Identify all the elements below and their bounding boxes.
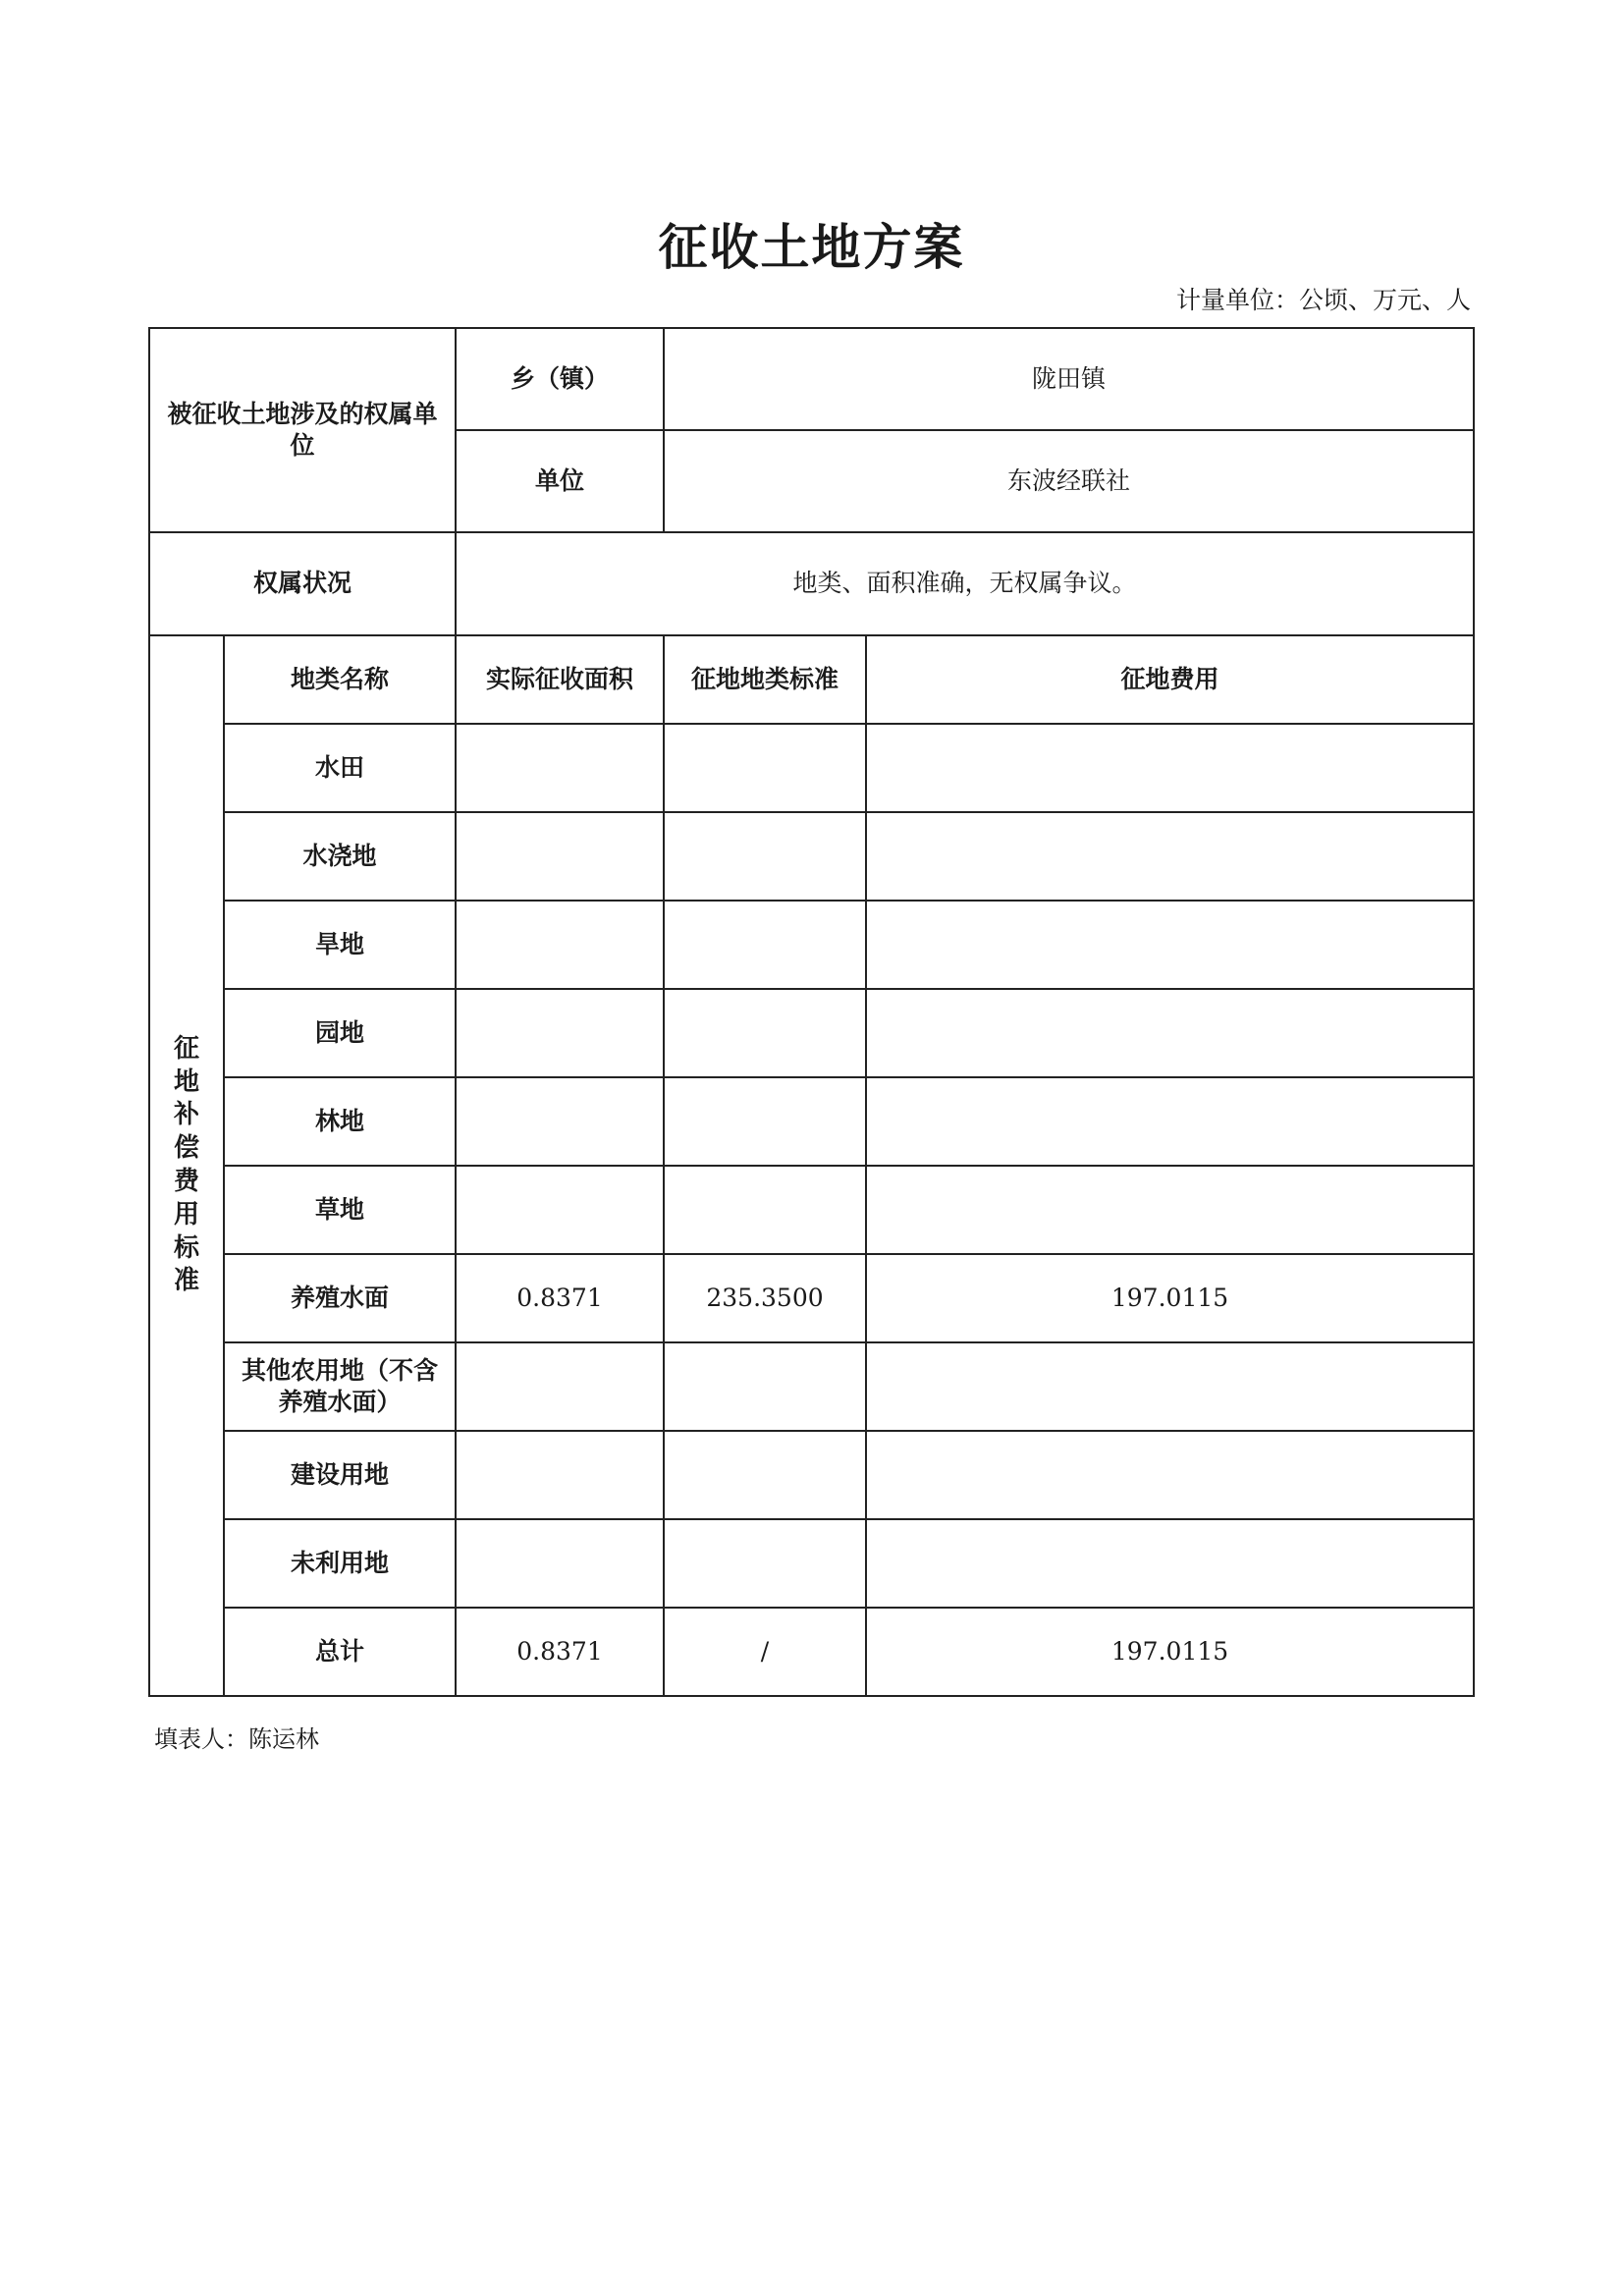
land-type-name: 未利用地 bbox=[224, 1519, 456, 1608]
table-row bbox=[149, 1077, 1474, 1166]
fee bbox=[866, 989, 1474, 1077]
header-fee: 征地费用 bbox=[866, 635, 1474, 724]
fee bbox=[866, 1519, 1474, 1608]
table-row-total bbox=[149, 1608, 1474, 1696]
side-char: 标 bbox=[173, 1232, 199, 1263]
actual-area bbox=[456, 812, 664, 901]
actual-area bbox=[456, 1431, 664, 1519]
fee bbox=[866, 901, 1474, 989]
land-type-name: 水浇地 bbox=[224, 812, 456, 901]
standard bbox=[664, 724, 866, 812]
land-type-name: 草地 bbox=[224, 1166, 456, 1254]
standard: 235.3500 bbox=[664, 1254, 866, 1342]
land-type-name: 总计 bbox=[224, 1608, 456, 1696]
side-char: 用 bbox=[173, 1199, 199, 1230]
land-type-name: 旱地 bbox=[224, 901, 456, 989]
header-land-type: 地类名称 bbox=[224, 635, 456, 724]
land-acquisition-table bbox=[148, 327, 1475, 1697]
actual-area bbox=[456, 1166, 664, 1254]
status-label: 权属状况 bbox=[149, 532, 456, 635]
page-title: 征收土地方案 bbox=[658, 219, 965, 276]
standard bbox=[664, 1431, 866, 1519]
actual-area bbox=[456, 724, 664, 812]
table-row bbox=[149, 1254, 1474, 1342]
unit-note: 计量单位：公顷、万元、人 bbox=[1175, 286, 1471, 314]
ownership-label: 被征收土地涉及的权属单位 bbox=[149, 328, 456, 532]
actual-area bbox=[456, 1077, 664, 1166]
compensation-side-label bbox=[149, 635, 224, 1696]
filler-line bbox=[154, 1720, 319, 1754]
filler-name: 陈运林 bbox=[248, 1725, 319, 1753]
side-char: 征 bbox=[173, 1033, 199, 1064]
town-label: 乡（镇） bbox=[456, 328, 664, 430]
fee bbox=[866, 812, 1474, 901]
land-type-name: 建设用地 bbox=[224, 1431, 456, 1519]
table-row bbox=[149, 1166, 1474, 1254]
standard bbox=[664, 1342, 866, 1431]
unit-value: 东波经联社 bbox=[664, 430, 1474, 532]
side-char: 地 bbox=[173, 1066, 199, 1097]
standard bbox=[664, 1519, 866, 1608]
table-row bbox=[149, 1519, 1474, 1608]
land-type-name: 园地 bbox=[224, 989, 456, 1077]
land-type-name: 其他农用地（不含养殖水面） bbox=[224, 1342, 456, 1431]
actual-area: 0.8371 bbox=[456, 1254, 664, 1342]
side-char: 费 bbox=[173, 1167, 199, 1196]
standard bbox=[664, 1166, 866, 1254]
standard bbox=[664, 812, 866, 901]
actual-area bbox=[456, 989, 664, 1077]
fee bbox=[866, 1431, 1474, 1519]
fee: 197.0115 bbox=[866, 1608, 1474, 1696]
table-row bbox=[149, 1431, 1474, 1519]
actual-area bbox=[456, 1342, 664, 1431]
fee bbox=[866, 1166, 1474, 1254]
table-row bbox=[149, 901, 1474, 989]
filler-label: 填表人： bbox=[154, 1725, 248, 1753]
side-char: 偿 bbox=[173, 1133, 199, 1164]
fee bbox=[866, 1342, 1474, 1431]
table-row bbox=[149, 724, 1474, 812]
table-row bbox=[149, 1342, 1474, 1431]
standard bbox=[664, 901, 866, 989]
status-value: 地类、面积准确，无权属争议。 bbox=[456, 532, 1474, 635]
standard bbox=[664, 989, 866, 1077]
standard: / bbox=[664, 1608, 866, 1696]
actual-area bbox=[456, 1519, 664, 1608]
table-row bbox=[149, 812, 1474, 901]
land-type-name: 水田 bbox=[224, 724, 456, 812]
standard bbox=[664, 1077, 866, 1166]
land-type-name: 养殖水面 bbox=[224, 1254, 456, 1342]
header-actual-area: 实际征收面积 bbox=[456, 635, 664, 724]
fee: 197.0115 bbox=[866, 1254, 1474, 1342]
table-row bbox=[149, 989, 1474, 1077]
side-char: 补 bbox=[173, 1100, 199, 1130]
fee bbox=[866, 724, 1474, 812]
fee bbox=[866, 1077, 1474, 1166]
header-standard: 征地地类标准 bbox=[664, 635, 866, 724]
town-value: 陇田镇 bbox=[664, 328, 1474, 430]
unit-label: 单位 bbox=[456, 430, 664, 532]
actual-area: 0.8371 bbox=[456, 1608, 664, 1696]
side-char: 准 bbox=[173, 1266, 199, 1296]
actual-area bbox=[456, 901, 664, 989]
land-type-name: 林地 bbox=[224, 1077, 456, 1166]
